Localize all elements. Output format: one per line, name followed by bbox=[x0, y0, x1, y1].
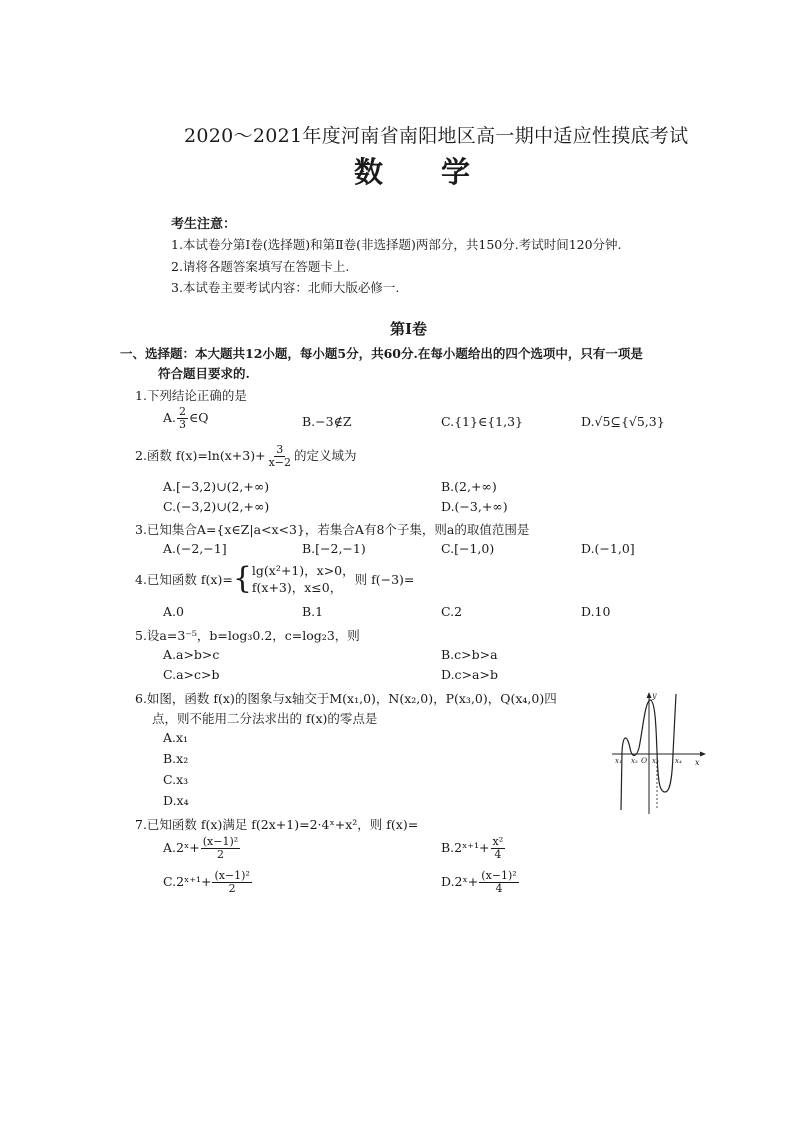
q1-a-num: 2 bbox=[179, 405, 187, 418]
q7-c-prefix: C.2ˣ⁺¹+ bbox=[163, 874, 212, 889]
graph-y-label: y bbox=[652, 691, 657, 700]
q7-a-den: 2 bbox=[216, 848, 224, 861]
q7-d-prefix: D.2ˣ+ bbox=[441, 874, 479, 889]
q7-option-b bbox=[441, 836, 506, 861]
q6-function-graph bbox=[612, 688, 708, 816]
q7-option-d bbox=[441, 870, 520, 895]
q1-option-d: D.√5⊆{√5,3} bbox=[581, 414, 665, 429]
q5-option-c: C.a>c>b bbox=[163, 667, 220, 682]
q2-option-c: C.(−3,2)∪(2,+∞) bbox=[163, 499, 270, 514]
q5-option-d: D.c>a>b bbox=[441, 667, 498, 682]
q2-stem bbox=[135, 444, 357, 469]
section-instruction-line2: 符合题目要求的. bbox=[158, 366, 250, 381]
q3-option-d: D.(−1,0] bbox=[581, 541, 635, 556]
graph-x-label: x bbox=[695, 758, 700, 767]
q2-stem-prefix: 2.函数 f(x)=ln(x+3)+ bbox=[135, 448, 266, 463]
q7-b-prefix: B.2ˣ⁺¹+ bbox=[441, 840, 490, 855]
q7-a-num: (x−1)² bbox=[202, 835, 239, 848]
subject-title: 数 学 bbox=[354, 155, 471, 189]
graph-origin-label: O bbox=[641, 756, 648, 765]
q7-a-prefix: A.2ˣ+ bbox=[163, 840, 200, 855]
graph-x1-label: x₁ bbox=[615, 757, 622, 765]
q6-stem-line2: 点，则不能用二分法求出的 f(x)的零点是 bbox=[152, 711, 378, 726]
q4-brace: { bbox=[232, 561, 252, 596]
q4-stem-prefix: 4.已知函数 f(x)= bbox=[135, 572, 233, 587]
q1-option-c: C.{1}∈{1,3} bbox=[441, 414, 523, 429]
q1-stem: 1.下列结论正确的是 bbox=[135, 388, 247, 403]
q1-option-a bbox=[163, 406, 209, 431]
graph-x3-label: x₃ bbox=[652, 757, 659, 765]
q3-option-c: C.[−1,0) bbox=[441, 541, 495, 556]
q7-option-a bbox=[163, 836, 241, 861]
q7-d-den: 4 bbox=[495, 882, 503, 895]
notice-item-3: 3.本试卷主要考试内容：北师大版必修一. bbox=[171, 280, 400, 295]
q7-b-fraction bbox=[491, 836, 506, 861]
q4-option-b: B.1 bbox=[302, 604, 324, 619]
graph-x-axis-arrow bbox=[700, 752, 706, 757]
q4-option-d: D.10 bbox=[581, 604, 611, 619]
q7-c-num: (x−1)² bbox=[214, 869, 250, 882]
q1-a-fraction bbox=[177, 406, 188, 431]
q5-option-b: B.c>b>a bbox=[441, 647, 498, 662]
exam-title: 2020～2021年度河南省南阳地区高一期中适应性摸底考试 bbox=[184, 125, 689, 147]
q1-a-den: 3 bbox=[179, 418, 187, 431]
q4-piecewise bbox=[252, 562, 355, 596]
q1-option-b: B.−3∉Z bbox=[302, 414, 352, 429]
q7-a-fraction bbox=[201, 836, 240, 861]
q4-stem bbox=[135, 562, 414, 596]
q1-a-prefix: A. bbox=[163, 410, 177, 425]
q6-option-b: B.x₂ bbox=[163, 751, 189, 766]
q2-stem-suffix: 的定义域为 bbox=[293, 448, 357, 463]
q2-frac-den: x−2 bbox=[268, 456, 291, 469]
q1-a-suffix: ∈Q bbox=[189, 410, 209, 425]
part1-heading: 第Ⅰ卷 bbox=[390, 320, 428, 338]
graph-y-axis-arrow bbox=[647, 692, 652, 698]
graph-x4-label: x₄ bbox=[675, 757, 682, 765]
q2-option-b: B.(2,+∞) bbox=[441, 479, 497, 494]
graph-x2-label: x₂ bbox=[631, 757, 638, 765]
q7-c-den: 2 bbox=[228, 882, 236, 895]
q6-option-d: D.x₄ bbox=[163, 793, 189, 808]
q3-option-b: B.[−2,−1) bbox=[302, 541, 366, 556]
q4-option-c: C.2 bbox=[441, 604, 463, 619]
q2-option-a: A.[−3,2)∪(2,+∞) bbox=[163, 479, 270, 494]
q7-option-c bbox=[163, 870, 253, 895]
q7-b-num: x² bbox=[492, 835, 504, 848]
q5-option-a: A.a>b>c bbox=[163, 647, 220, 662]
q4-case-1: lg(x²+1)，x>0， bbox=[251, 563, 355, 578]
q5-stem: 5.设a=3⁻⁵，b=log₃0.2，c=log₂3，则 bbox=[135, 628, 360, 643]
q4-case-2: f(x+3)，x≤0， bbox=[251, 580, 343, 595]
section-instruction-line1: 一、选择题：本大题共12小题，每小题5分，共60分.在每小题给出的四个选项中，只有一项是 bbox=[120, 346, 643, 361]
q6-option-c: C.x₃ bbox=[163, 772, 189, 787]
q4-stem-suffix: 则 f(−3)= bbox=[354, 572, 415, 587]
notice-item-2: 2.请将各题答案填写在答题卡上. bbox=[171, 259, 350, 274]
q7-c-fraction bbox=[212, 870, 251, 895]
q7-stem: 7.已知函数 f(x)满足 f(2x+1)=2·4ˣ+x²，则 f(x)= bbox=[135, 817, 419, 832]
q6-stem-line1: 6.如图，函数 f(x)的图象与x轴交于M(x₁,0)，N(x₂,0)，P(x₃,0)，Q(x₄,0)四 bbox=[135, 691, 557, 706]
notice-item-1: 1.本试卷分第Ⅰ卷(选择题)和第Ⅱ卷(非选择题)两部分，共150分.考试时间120分钟. bbox=[171, 237, 622, 252]
q2-frac-num: 3 bbox=[276, 443, 284, 456]
q3-stem: 3.已知集合A={x∈Z|a<x<3}，若集合A有8个子集，则a的取值范围是 bbox=[135, 522, 530, 537]
q2-option-d: D.(−3,+∞) bbox=[441, 499, 508, 514]
q3-option-a: A.(−2,−1] bbox=[163, 541, 227, 556]
q4-option-a: A.0 bbox=[163, 604, 184, 619]
q7-d-num: (x−1)² bbox=[481, 869, 517, 882]
q6-option-a: A.x₁ bbox=[163, 730, 189, 745]
q7-b-den: 4 bbox=[494, 848, 502, 861]
q7-d-fraction bbox=[479, 870, 518, 895]
notice-heading: 考生注意： bbox=[171, 217, 237, 232]
q2-fraction bbox=[267, 444, 293, 469]
